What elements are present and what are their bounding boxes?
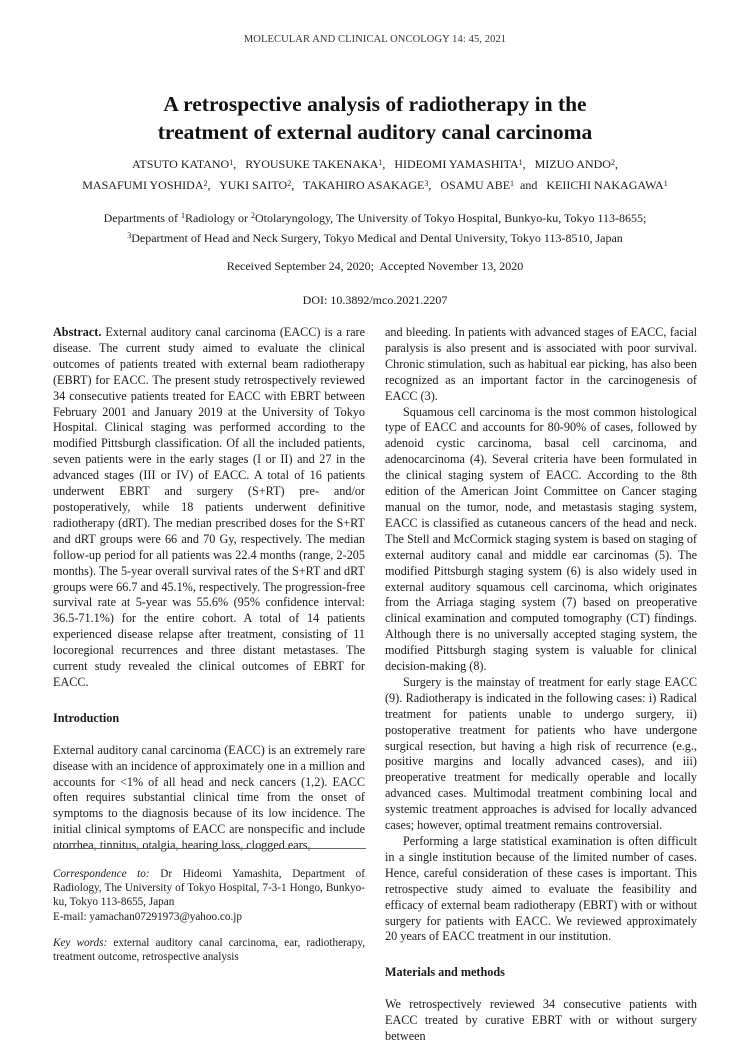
correspondence-email[interactable]: E-mail: yamachan07291973@yahoo.co.jp <box>53 910 242 923</box>
affiliation-mark: 2 <box>203 179 208 188</box>
affiliation-mark: 1 <box>663 179 668 188</box>
left-column <box>53 325 365 854</box>
author-line-2 <box>0 175 750 196</box>
author-separator: , <box>291 178 301 192</box>
abstract <box>53 325 365 691</box>
abstract-text: External auditory canal carcinoma (EACC) is a rare disease. The current study aimed to evaluate the clinical outcomes of patients treated with external beam radiotherapy (EBRT) for EACC. The present study retrospectively reviewed 34 consecutive patients treated for EACC with EBRT between February 2001 and January 2019 at the University of Tokyo Hospital. Clinical staging was performed according to the modified Pittsburgh classification. Of all the included patients, seven patients were in the early stages (I or II) and 27 in the advanced stages (III or IV) of EACC. A total of 16 patients underwent EBRT and surgery (S+RT) pre- and/or postoperatively, while 18 patients underwent definitive radiotherapy (dRT). The median prescribed doses for the S+RT and dRT groups were 66 and 70 Gy, respectively. The median follow-up period for all patients was 22.4 months (range, 2-205 months). The 5-year overall survival rates of the S+RT and dRT groups were 66.7 and 45.1%, respectively. The progression-free survival rate at 5-year was 55.6% (95% confidence interval: 36.5-71.1%) for the entire cohort. A total of 14 patients experienced disease relapse after treatment, consisting of 11 locoregional recurrences and three distant metastases. The current study revealed the clinical outcomes of EBRT for EACC. <box>53 325 365 689</box>
affiliation-text: Otolaryngology, The University of Tokyo Hospital, Bunkyo-ku, Tokyo 113-8655; <box>254 211 647 225</box>
right-column <box>385 325 697 1045</box>
affiliation-mark: 1 <box>510 179 515 188</box>
introduction-paragraph-1-continued: and bleeding. In patients with advanced stages of EACC, facial paralysis is also present and is associated with poor survival. Chronic stimulation, such as habitual ear picking, has also been recognized as an important factor in the carcinogenesis of EACC (3). <box>385 325 697 403</box>
author-separator: , <box>233 157 243 171</box>
introduction-paragraph-2: Squamous cell carcinoma is the most common histological type of EACC and accounts for 80-90% of cases, followed by adenoid cystic carcinoma, basal cell carcinoma, and adenocarcinoma (4). Several criteria have been formulated in the clinical staging system of EACC. According to the 8th edition of the American Joint Committee on Cancer staging manual on the tumor, node, and metastasis staging system, EACC is classified as cutaneous cancers of the head and neck. The Stell and McCormick staging system is based on staging of external auditory canal and middle ear carcinomas (5). The modified Pittsburgh staging system (6) is also widely used in external auditory squamous cell carcinoma, which originates from the Arriaga staging system (7) based on preoperative clinical examination and computed tomography (CT) findings. Although there is no universally accepted staging system, the modified Pittsburgh staging system is valuable for clinical decision-making (8). <box>385 404 697 674</box>
author-name: MASAFUMI YOSHIDA <box>82 178 204 192</box>
author-name: RYOUSUKE TAKENAKA <box>245 157 379 171</box>
correspondence-label: Correspondence to: <box>53 868 150 880</box>
author-separator: , <box>428 178 438 192</box>
author-name: KEIICHI NAKAGAWA <box>546 178 664 192</box>
introduction-heading: Introduction <box>53 710 120 725</box>
author-line-1 <box>0 154 750 175</box>
affiliation-line-2 <box>0 228 750 248</box>
received-accepted-dates: Received September 24, 2020; Accepted November 13, 2020 <box>226 259 524 273</box>
affiliation-mark: 1 <box>180 211 185 220</box>
footnotes <box>53 867 365 964</box>
keywords-text: external auditory canal carcinoma, ear, radiotherapy, treatment outcome, retrospective analysis <box>53 936 365 964</box>
affiliation-mark: 2 <box>287 179 292 188</box>
keywords-label: Key words: <box>53 936 108 949</box>
affiliation-prefix: Departments of <box>103 211 181 225</box>
title-line-1: A retrospective analysis of radiotherapy in the <box>163 92 587 116</box>
affiliation-mark: 2 <box>250 211 255 220</box>
correspondence <box>53 867 365 910</box>
running-head: MOLECULAR AND CLINICAL ONCOLOGY 14: 45, 2021 <box>243 34 507 45</box>
introduction-paragraph-1: External auditory canal carcinoma (EACC) is an extremely rare disease with an incidence of approximately one in a million and accounts for <1% of all head and neck cancers (1,2). EACC often requires substantial clinical time from the onset of symptoms to the diagnosis because of its low incidence. The initial clinical symptoms of EACC are nonspecific and include otorrhea, tinnitus, otalgia, hearing loss, clogged ears, <box>53 742 365 853</box>
affiliation-text: Radiology or <box>184 211 251 225</box>
author-separator: , <box>207 178 217 192</box>
abstract-label: Abstract. <box>53 325 102 339</box>
author-name: HIDEOMI YAMASHITA <box>394 157 519 171</box>
methods-heading: Materials and methods <box>385 965 505 980</box>
author-name: YUKI SAITO <box>219 178 288 192</box>
author-name: MIZUO ANDO <box>534 157 611 171</box>
author-separator: , <box>522 157 532 171</box>
affiliations <box>0 208 750 248</box>
doi[interactable]: DOI: 10.3892/mco.2021.2207 <box>302 293 448 307</box>
title-line-2: treatment of external auditory canal carcinoma <box>157 120 593 144</box>
introduction-paragraph-3: Surgery is the mainstay of treatment for early stage EACC (9). Radiotherapy is indicated in the following cases: i) Radical treatment for patients unable to undergo surgery, ii) postoperative treatment for patients who have undergone surgical resection, but having a high risk of recurrence (e.g., positive margins and locally advanced cases), and iii) preoperative treatment for medically operable and locally advanced cases. Multimodal treatment combining local and systemic treatment approaches is advised for locally advanced cases; however, optimal treatment remains controversial. <box>385 674 697 833</box>
affiliation-line-1 <box>0 208 750 228</box>
affiliation-mark: 3 <box>424 179 429 188</box>
author-name: ATSUTO KATANO <box>132 157 230 171</box>
affiliation-mark: 1 <box>378 158 383 167</box>
methods-paragraph-1: We retrospectively reviewed 34 consecutive patients with EACC treated by curative EBRT with or without surgery between <box>385 997 697 1044</box>
correspondence-text: Dr Hideomi Yamashita, Department of Radiology, The University of Tokyo Hospital, 7-3-1 Hongo, Bunkyo-ku, Tokyo 113-8655, Japan <box>53 868 365 909</box>
introduction-paragraph-4: Performing a large statistical examination is often difficult in a single institution because of the limited number of cases. Hence, careful consideration of these cases is important. This retrospective study aimed to evaluate the feasibility and efficacy of external beam radiotherapy (EBRT) with or without surgery for patients with EACC. We reviewed approximately 20 years of EACC treatment in our institution. <box>385 834 697 944</box>
author-separator: and <box>514 178 544 192</box>
author-name: OSAMU ABE <box>440 178 511 192</box>
affiliation-mark: 1 <box>229 158 234 167</box>
affiliation-mark: 3 <box>127 231 132 240</box>
author-separator: , <box>614 157 618 171</box>
author-list <box>0 154 750 196</box>
author-name: TAKAHIRO ASAKAGE <box>302 178 425 192</box>
article-title <box>0 90 750 146</box>
affiliation-mark: 1 <box>518 158 523 167</box>
footnote-divider <box>53 848 366 849</box>
affiliation-mark: 2 <box>610 158 615 167</box>
author-separator: , <box>382 157 392 171</box>
keywords <box>53 936 365 964</box>
affiliation-text: Department of Head and Neck Surgery, Tokyo Medical and Dental University, Tokyo 113-8510, Japan <box>131 231 623 245</box>
